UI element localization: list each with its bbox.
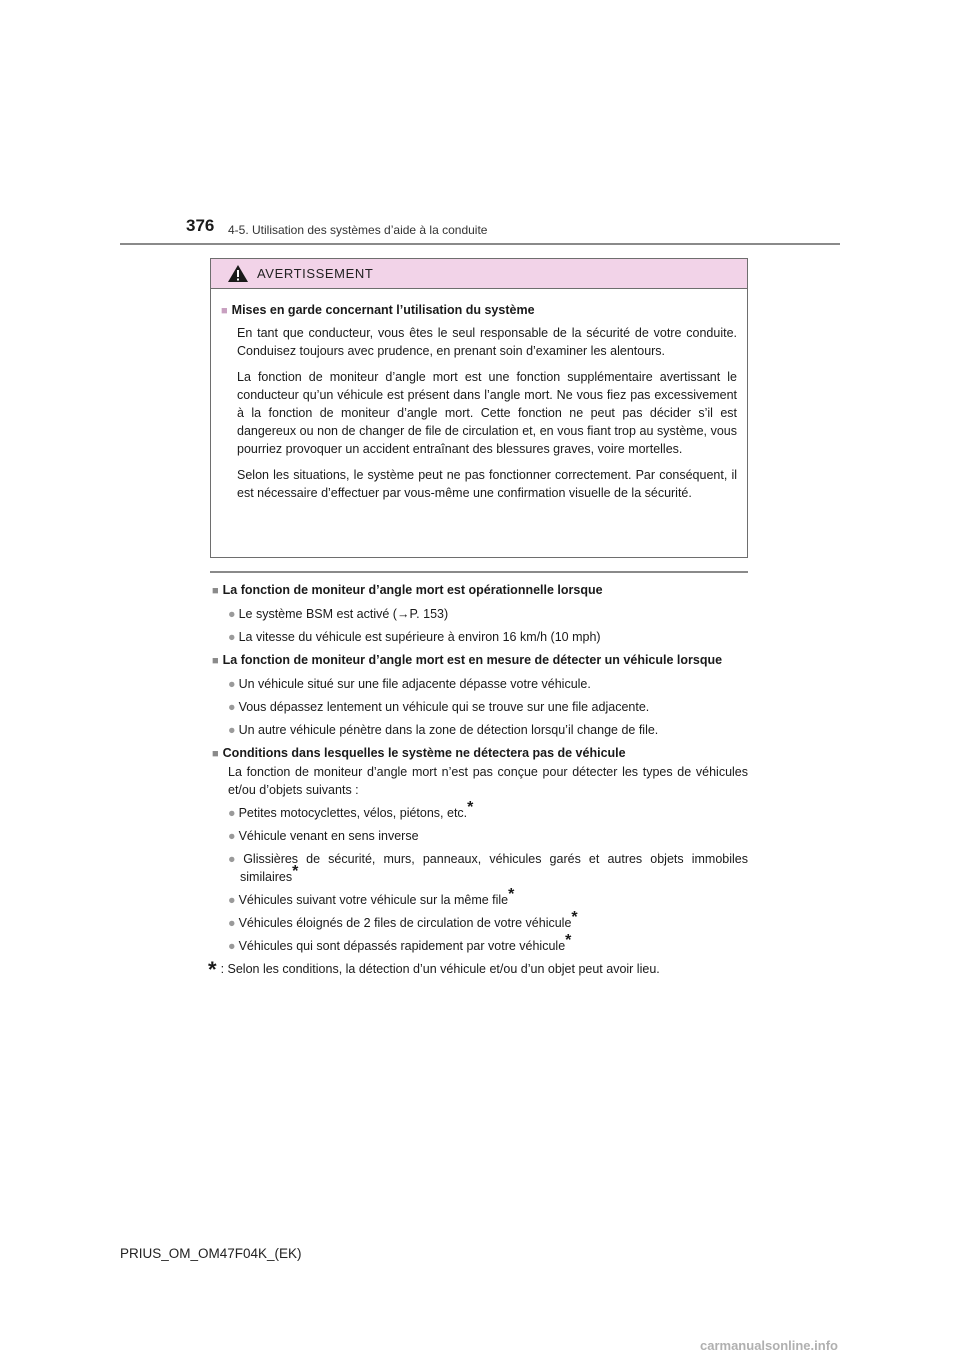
asterisk-mark: *	[571, 909, 578, 926]
bullet-dot-icon: ●	[228, 630, 236, 644]
list-item: ● Un autre véhicule pénètre dans la zone de détection lorsqu’il change de file.	[228, 723, 659, 737]
header-rule	[120, 243, 840, 245]
page-number: 376	[186, 216, 215, 235]
warning-paragraph: La fonction de moniteur d’angle mort est une fonction supplémentaire avertissant le conducteur qu’un véhicule est présent dans l’angle mort. Ne vous fiez pas excessivement à la fonction de moniteur d’angle mort. Cette fonction ne peut pas décider s’il est dangereux ou non de changer de file de circulation et, en vous fiant trop au système, vous pourriez provoquer un accident entraînant des blessures graves, voire mortelles.	[237, 370, 737, 456]
section-intro: La fonction de moniteur d’angle mort n’est pas conçue pour détecter les types de véhicules et/ou d’objets suivants :	[228, 765, 748, 797]
section-heading: ■ La fonction de moniteur d’angle mort est en mesure de détecter un véhicule lorsque	[212, 653, 723, 667]
warning-paragraph: Selon les situations, le système peut ne pas fonctionner correctement. Par conséquent, il est nécessaire d’effectuer par vous-même une confirmation visuelle de la sécurité.	[237, 468, 737, 500]
warning-subtitle: ■ Mises en garde concernant l’utilisation du système	[221, 303, 535, 317]
bullet-dot-icon: ●	[228, 806, 236, 820]
section-heading: ■ La fonction de moniteur d’angle mort est opérationnelle lorsque	[212, 583, 603, 597]
warning-body	[211, 289, 747, 502]
bullet-dot-icon: ●	[228, 723, 236, 737]
list-item: ● Petites motocyclettes, vélos, piétons, etc.*	[228, 799, 474, 820]
list-item: ● Véhicule venant en sens inverse	[228, 829, 419, 843]
bullet-dot-icon: ●	[228, 607, 236, 621]
list-item: ● Véhicules suivant votre véhicule sur la même file*	[228, 886, 515, 907]
list-item: ● Véhicules éloignés de 2 files de circulation de votre véhicule*	[228, 909, 578, 930]
asterisk-mark: *	[467, 799, 474, 816]
list-item: ● Le système BSM est activé (→P. 153)	[228, 607, 449, 621]
footnote-asterisk: *	[208, 957, 217, 982]
bullet-dot-icon: ●	[228, 916, 236, 930]
section-heading: ■ Conditions dans lesquelles le système ne détectera pas de véhicule	[212, 746, 626, 760]
mid-rule	[210, 571, 748, 573]
footer-code: PRIUS_OM_OM47F04K_(EK)	[120, 1246, 302, 1261]
asterisk-mark: *	[292, 863, 299, 880]
list-item: ● Vous dépassez lentement un véhicule qui se trouve sur une file adjacente.	[228, 700, 650, 714]
list-item: ● Un véhicule situé sur une file adjacente dépasse votre véhicule.	[228, 677, 591, 691]
asterisk-mark: *	[565, 932, 572, 949]
section-title: 4-5. Utilisation des systèmes d’aide à la conduite	[228, 223, 488, 237]
footnote: * : Selon les conditions, la détection d’un véhicule et/ou d’un objet peut avoir lieu.	[208, 957, 660, 982]
bullet-dot-icon: ●	[228, 700, 236, 714]
square-bullet-icon: ■	[212, 748, 219, 760]
list-item: ● Véhicules qui sont dépassés rapidement par votre véhicule*	[228, 932, 572, 953]
content	[208, 581, 748, 982]
bullet-dot-icon: ●	[228, 677, 236, 691]
warning-triangle-icon	[227, 264, 249, 283]
square-bullet-icon: ■	[212, 585, 219, 597]
warning-paragraph: En tant que conducteur, vous êtes le seul responsable de la sécurité de votre conduite. Conduisez toujours avec prudence, en prenant soin d’examiner les alentours.	[237, 326, 737, 358]
warning-header	[211, 259, 747, 289]
bullet-dot-icon: ●	[228, 829, 236, 843]
warning-title: AVERTISSEMENT	[257, 266, 374, 281]
square-bullet-icon: ■	[221, 305, 228, 317]
square-bullet-icon: ■	[212, 655, 219, 667]
bullet-dot-icon: ●	[228, 852, 241, 866]
list-item: ● Glissières de sécurité, murs, panneaux, véhicules garés et autres objets immobiles similaires*	[228, 852, 748, 884]
asterisk-mark: *	[508, 886, 515, 903]
watermark: carmanualsonline.info	[700, 1338, 838, 1353]
bullet-dot-icon: ●	[228, 939, 236, 953]
list-item: ● La vitesse du véhicule est supérieure à environ 16 km/h (10 mph)	[228, 630, 601, 644]
bullet-dot-icon: ●	[228, 893, 236, 907]
warning-box	[210, 258, 748, 558]
